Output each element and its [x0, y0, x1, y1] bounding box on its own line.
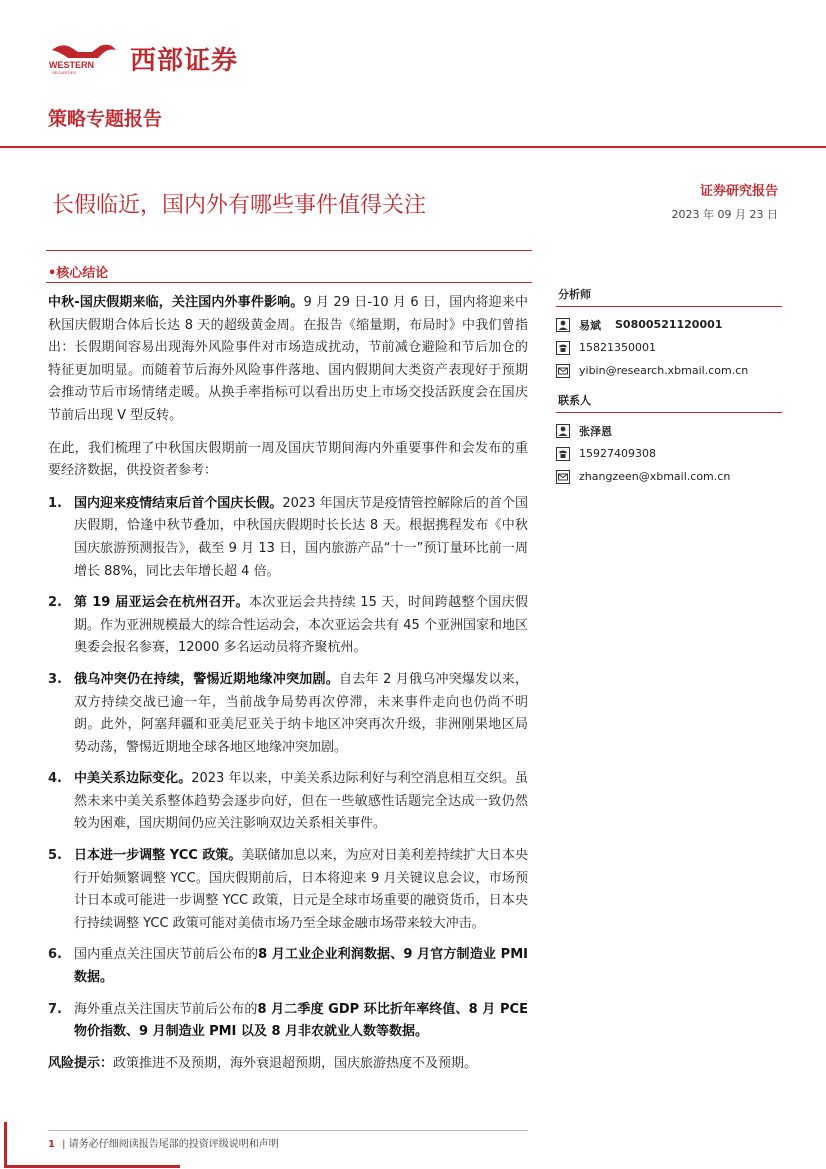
- analyst-phone: 15821350001: [579, 341, 656, 354]
- analyst-email-row: [556, 359, 782, 382]
- item-bold: 中美关系边际变化。: [74, 771, 192, 787]
- item-bold: 国内迎来疫情结束后首个国庆长假。: [74, 495, 283, 511]
- contact-label: 联系人: [556, 388, 782, 413]
- item-number: 6.: [48, 947, 62, 963]
- page-number: 1: [48, 1139, 55, 1150]
- report-title: 长假临近，国内外有哪些事件值得关注: [52, 193, 427, 218]
- item-text: 海外重点关注国庆节前后公布的: [74, 1001, 258, 1017]
- item-number: 3.: [48, 671, 62, 687]
- analyst-phone-row: [556, 336, 782, 359]
- section-heading: •核心结论: [48, 266, 109, 281]
- contact-name-row: [556, 419, 782, 442]
- item-number: 1.: [48, 495, 62, 511]
- list-item: [48, 669, 528, 759]
- list-item: [48, 944, 528, 989]
- mail-icon: [556, 470, 570, 484]
- section-divider-top: [46, 250, 532, 251]
- svg-text:WESTERN: WESTERN: [49, 60, 94, 70]
- contact-email[interactable]: zhangzeen@xbmail.com.cn: [579, 470, 731, 483]
- phone-icon: [556, 341, 570, 355]
- item-bold: 8 月二季度 GDP 环比折年率终值、8 月 PCE 物价指数、9 月制造业 PMI 以及 8 月非农就业人数等数据。: [74, 1001, 528, 1040]
- logo-chinese: 西部证券: [130, 46, 239, 76]
- risk-text: 政策推进不及预期，海外衰退超预期，国庆旅游热度不及预期。: [113, 1055, 478, 1071]
- analyst-name: 易斌: [579, 318, 601, 332]
- item-number: 4.: [48, 771, 62, 787]
- contact-phone-row: [556, 442, 782, 465]
- contact-name: 张泽恩: [579, 424, 612, 438]
- footer-separator: |: [62, 1139, 66, 1150]
- list-item: [48, 999, 528, 1044]
- intro-bold: 中秋-国庆假期来临，关注国内外事件影响。: [48, 295, 304, 310]
- item-text: 2023 年国庆节是疫情管控解除后的首个国庆假期，恰逢中秋节叠加，中秋国庆假期时长长达 8 天。根据携程发布《中秋国庆旅游预测报告》，截至 9 月 13 日，国内旅游产品“十一”预订量环比前一周增长 88%，同比去年增长超 4 倍。: [74, 495, 528, 579]
- risk-label: 风险提示：: [48, 1055, 114, 1071]
- contact-email-row: [556, 465, 782, 488]
- item-number: 7.: [48, 1001, 62, 1017]
- person-icon: [556, 318, 570, 332]
- header-divider: [0, 146, 826, 148]
- footer-text: 请务必仔细阅读报告尾部的投资评级说明和声明: [68, 1139, 279, 1150]
- section-divider-bottom: [46, 282, 532, 283]
- phone-icon: [556, 447, 570, 461]
- intro-text: 9 月 29 日-10 月 6 日，国内将迎来中秋国庆假期合体后长达 8 天的超级黄金周。在报告《缩量期，布局时》中我们曾指出：长假期间容易出现海外风险事件对市场造成扰动，节前减仓避险和节后加仓的特征更加明显。而随着节后海外风险事件落地、国内假期间大类资产表现好于预期会推动节后市场情绪走暖。从换手率指标可以看出历史上市场交投活跃度会在国庆节前后出现 V 型反转。: [48, 295, 528, 423]
- item-text: 自去年 2 月俄乌冲突爆发以来，双方持续交战已逾一年，当前战争局势再次停滞，未来事件走向也仍尚不明朗。此外，阿塞拜疆和亚美尼亚关于纳卡地区冲突再次升级，非洲刚果地区局势动荡，警惕近期地全球各地区地缘冲突加剧。: [74, 671, 528, 755]
- sidebar: [556, 282, 782, 488]
- item-bold: 俄乌冲突仍在持续，警惕近期地缘冲突加剧。: [74, 671, 339, 687]
- report-type: 策略专题报告: [48, 108, 163, 130]
- analyst-cert: S0800521120001: [615, 318, 723, 331]
- person-icon: [556, 424, 570, 438]
- risk-warning: [48, 1053, 528, 1076]
- second-paragraph: 在此，我们梳理了中秋国庆假期前一周及国庆节期间海内外重要事件和会发布的重要经济数据，供投资者参考：: [48, 440, 528, 479]
- svg-text:SECURITIES: SECURITIES: [52, 70, 77, 74]
- analyst-name-row: [556, 313, 782, 336]
- list-item: [48, 493, 528, 583]
- item-text: 本次亚运会共持续 15 天，时间跨越整个国庆假期。作为亚洲规模最大的综合性运动会，本次亚运会共有 45 个亚洲国家和地区奥委会报名参赛，12000 多名运动员将齐聚杭州。: [74, 595, 528, 656]
- item-text: 2023 年以来，中美关系边际利好与利空消息相互交织。虽然未来中美关系整体趋势会逐步向好，但在一些敏感性话题完全达成一致仍然较为困难，国庆期间仍应关注影响双边关系相关事件。: [74, 771, 528, 832]
- item-number: 5.: [48, 848, 62, 864]
- list-item: [48, 592, 528, 660]
- list-item: [48, 768, 528, 836]
- list-item: [48, 845, 528, 935]
- header-band: [0, 0, 826, 146]
- analyst-label: 分析师: [556, 282, 782, 307]
- mail-icon: [556, 364, 570, 378]
- main-content: [48, 292, 528, 1085]
- item-bold: 日本进一步调整 YCC 政策。: [74, 848, 242, 864]
- bull-logo-icon: [48, 40, 120, 74]
- report-category: 证券研究报告: [699, 184, 778, 199]
- corner-decoration: [0, 1122, 180, 1169]
- intro-paragraph: [48, 292, 528, 428]
- item-number: 2.: [48, 595, 62, 611]
- analyst-email[interactable]: yibin@research.xbmail.com.cn: [579, 364, 749, 377]
- report-date: 2023 年 09 月 23 日: [671, 208, 778, 221]
- item-text: 国内重点关注国庆节前后公布的: [74, 947, 259, 963]
- item-bold: 8 月工业企业利润数据、9 月官方制造业 PMI 数据。: [74, 947, 528, 986]
- item-bold: 第 19 届亚运会在杭州召开。: [74, 595, 249, 611]
- item-text: 美联储加息以来，为应对日美利差持续扩大日本央行开始频繁调整 YCC。国庆假期前后，日本将迎来 9 月关键议息会议，市场预计日本或可能进一步调整 YCC 政策，日元是全球市场重要的融资货币，日本央行持续调整 YCC 政策可能对美债市场乃至全球金融市场带来较大冲击。: [74, 848, 528, 931]
- contact-phone: 15927409308: [579, 447, 656, 460]
